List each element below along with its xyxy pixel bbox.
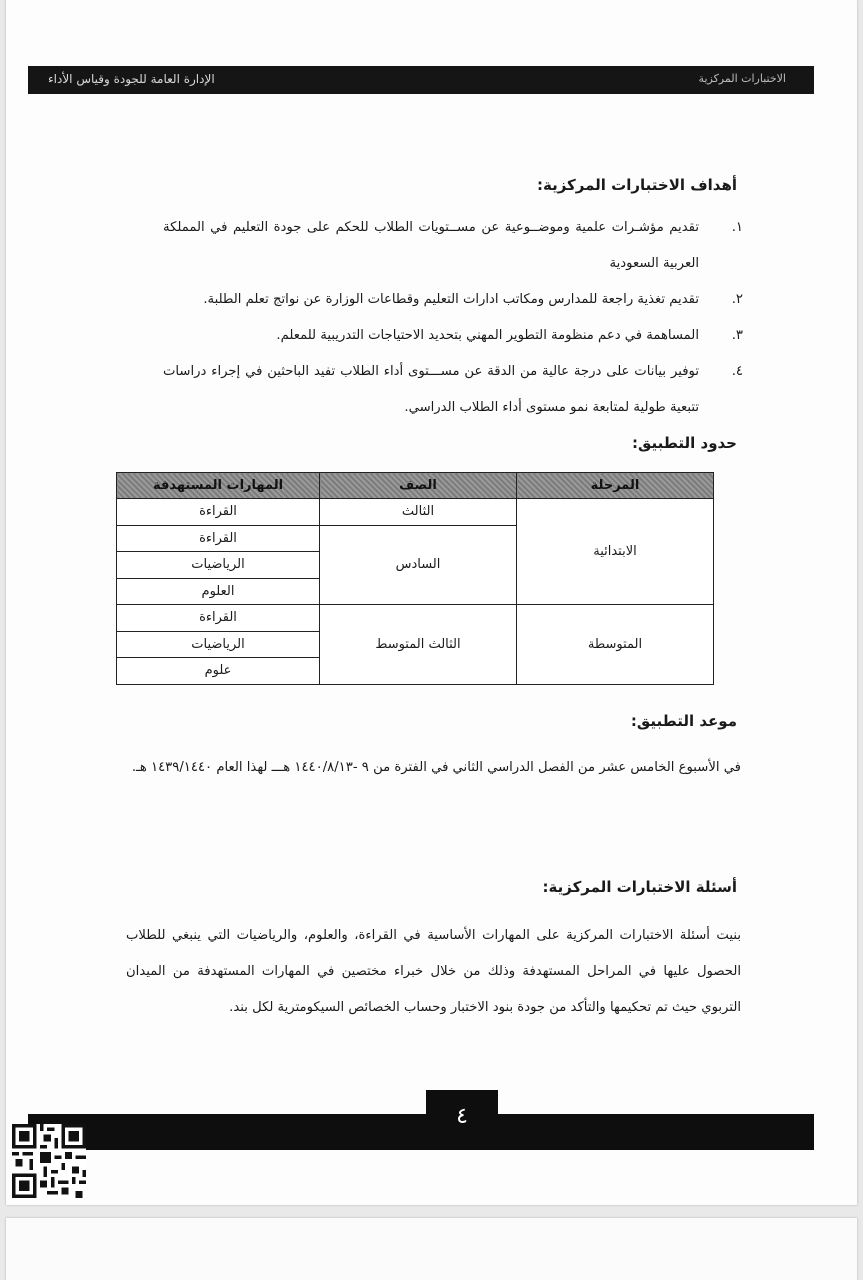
list-item-text: تقديم مؤشـرات علمية وموضــوعية عن مســتويات الطلاب للحكم على جودة التعليم في المملكة العربية السعودية	[163, 220, 699, 271]
list-item	[163, 210, 743, 282]
grade-cell: السادس	[320, 525, 517, 605]
goals-heading: أهداف الاختبارات المركزية:	[536, 176, 737, 194]
table-row	[117, 605, 714, 632]
skill-cell: القراءة	[117, 525, 320, 552]
grade-cell: الثالث	[320, 499, 517, 526]
column-header-skills: المهارات المستهدفة	[117, 473, 320, 499]
page-number: ٤	[426, 1090, 498, 1150]
questions-heading: أسئلة الاختبارات المركزية:	[542, 878, 737, 896]
timing-paragraph: في الأسبوع الخامس عشر من الفصل الدراسي الثاني في الفترة من ٩ -١٤٤٠/٨/١٣ هـــ لهذا العام ١٤٣٩/١٤٤٠ هـ.	[131, 760, 741, 775]
skill-cell: العلوم	[117, 578, 320, 605]
list-item-number: ٤.	[731, 364, 743, 379]
list-item	[163, 354, 743, 426]
column-header-stage: المرحلة	[517, 473, 714, 499]
timing-heading: موعد التطبيق:	[630, 712, 737, 730]
qr-code-icon	[12, 1124, 86, 1198]
scope-table	[116, 472, 714, 685]
questions-paragraph: بنيت أسئلة الاختبارات المركزية على المهارات الأساسية في القراءة، والعلوم، والرياضيات التي ينبغي للطلاب الحصول عليها في المراحل المستهدفة وذلك من خلال خبراء مختصين في المهارات المستهدفة من الميدان التربوي حيث تم تحكيمها والتأكد من جودة بنود الاختبار وحساب الخصائص السيكومترية لكل بند.	[126, 928, 741, 1015]
stage-cell: المتوسطة	[517, 605, 714, 685]
list-item-text: المساهمة في دعم منظومة التطوير المهني بتحديد الاحتياجات التدريبية للمعلم.	[276, 328, 699, 343]
list-item-number: ٣.	[731, 328, 743, 343]
header-bar	[28, 66, 814, 94]
scope-heading: حدود التطبيق:	[632, 434, 737, 452]
stage-cell: الابتدائية	[517, 499, 714, 605]
list-item	[163, 282, 743, 318]
table-header-row	[117, 473, 714, 499]
list-item	[163, 318, 743, 354]
list-item-number: ١.	[731, 220, 743, 235]
skill-cell: القراءة	[117, 605, 320, 632]
list-item-number: ٢.	[731, 292, 743, 307]
skill-cell: علوم	[117, 658, 320, 685]
list-item-text: توفير بيانات على درجة عالية من الدقة عن مســـتوى أداء الطلاب تفيد الباحثين في إجراء دراسات تتبعية طولية لمتابعة نمو مستوى أداء الطلاب الدراسي.	[163, 364, 699, 415]
header-department: الإدارة العامة للجودة وقياس الأداء	[48, 72, 215, 86]
footer-bar	[28, 1114, 814, 1150]
column-header-grade: الصف	[320, 473, 517, 499]
grade-cell: الثالث المتوسط	[320, 605, 517, 685]
next-page-edge	[6, 1218, 857, 1280]
skill-cell: القراءة	[117, 499, 320, 526]
goals-list	[163, 210, 743, 426]
table-row	[117, 499, 714, 526]
header-series: الاختبارات المركزية	[698, 72, 786, 85]
skill-cell: الرياضيات	[117, 552, 320, 579]
list-item-text: تقديم تغذية راجعة للمدارس ومكاتب ادارات التعليم وقطاعات الوزارة عن نواتج تعلم الطلبة.	[203, 292, 699, 307]
skill-cell: الرياضيات	[117, 631, 320, 658]
